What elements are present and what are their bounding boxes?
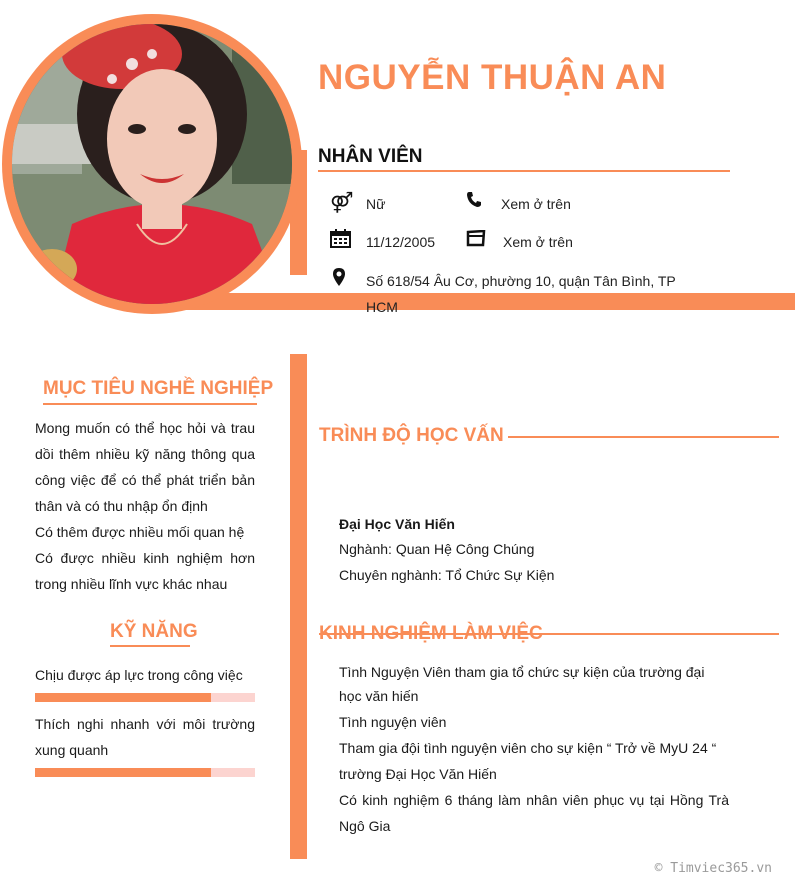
skill-label: Thích nghi nhanh với môi trường xung quanh: [35, 716, 255, 758]
email-value: Xem ở trên: [503, 234, 573, 250]
school-name: Đại Học Văn Hiến: [339, 516, 455, 532]
major: Nghành: Quan Hệ Công Chúng: [339, 541, 535, 557]
skill-label: Chịu được áp lực trong công việc: [35, 667, 243, 683]
experience-item: Tình Nguyện Viên tham gia tổ chức sự kiện của trường đại học văn hiến: [339, 664, 705, 704]
skills-underline: [110, 645, 190, 647]
objective-text-2: Có thêm được nhiều mối quan hệ: [35, 524, 245, 540]
column-divider: [290, 354, 307, 859]
skills-title: KỸ NĂNG: [110, 621, 198, 642]
phone-icon: [466, 191, 482, 213]
experience-title: KINH NGHIỆM LÀM VIỆC: [319, 623, 543, 644]
job-title: NHÂN VIÊN: [318, 146, 423, 167]
skill-bar-fill: [35, 768, 211, 777]
objective-text-3: Có được nhiều kinh nghiệm hơn trong nhiều lĩnh vực khác nhau: [35, 550, 255, 592]
objective-text-1: Mong muốn có thể học hỏi và trau dồi thêm nhiều kỹ năng thông qua công việc để có thể phát triển bản thân và có thu nhập ổn định: [35, 420, 255, 514]
experience-item: Tình nguyện viên: [339, 714, 447, 730]
avatar-illustration: [12, 24, 292, 304]
skill-bar: [35, 768, 255, 777]
objective-title: MỤC TIÊU NGHỀ NGHIỆP: [43, 378, 274, 399]
phone-value: Xem ở trên: [501, 196, 571, 212]
avatar: [12, 24, 292, 304]
gender-value: Nữ: [366, 196, 386, 212]
skill-bar-fill: [35, 693, 211, 702]
education-title-rule: [508, 436, 779, 438]
specialization: Chuyên nghành: Tổ Chức Sự Kiện: [339, 567, 555, 583]
watermark: © Timviec365.vn: [654, 861, 772, 876]
birthday-value: 11/12/2005: [366, 234, 436, 250]
email-icon: [466, 230, 486, 252]
experience-item: Có kinh nghiệm 6 tháng làm nhân viên phục vụ tại Hồng Trà Ngô Gia: [339, 792, 729, 834]
candidate-name: NGUYỄN THUẬN AN: [318, 58, 667, 97]
experience-item: Tham gia đội tình nguyện viên cho sự kiện “ Trở về MyU 24 “ trường Đại Học Văn Hiến: [339, 740, 717, 782]
education-title: TRÌNH ĐỘ HỌC VẤN: [319, 425, 512, 447]
gender-icon: ⚤: [330, 192, 354, 214]
skill-bar: [35, 693, 255, 702]
location-pin-icon: [332, 267, 346, 292]
address-value: Số 618/54 Âu Cơ, phường 10, quận Tân Bình, TP HCM: [366, 273, 676, 315]
calendar-icon: [330, 229, 351, 253]
objective-underline: [43, 403, 257, 405]
title-underline: [318, 170, 730, 172]
